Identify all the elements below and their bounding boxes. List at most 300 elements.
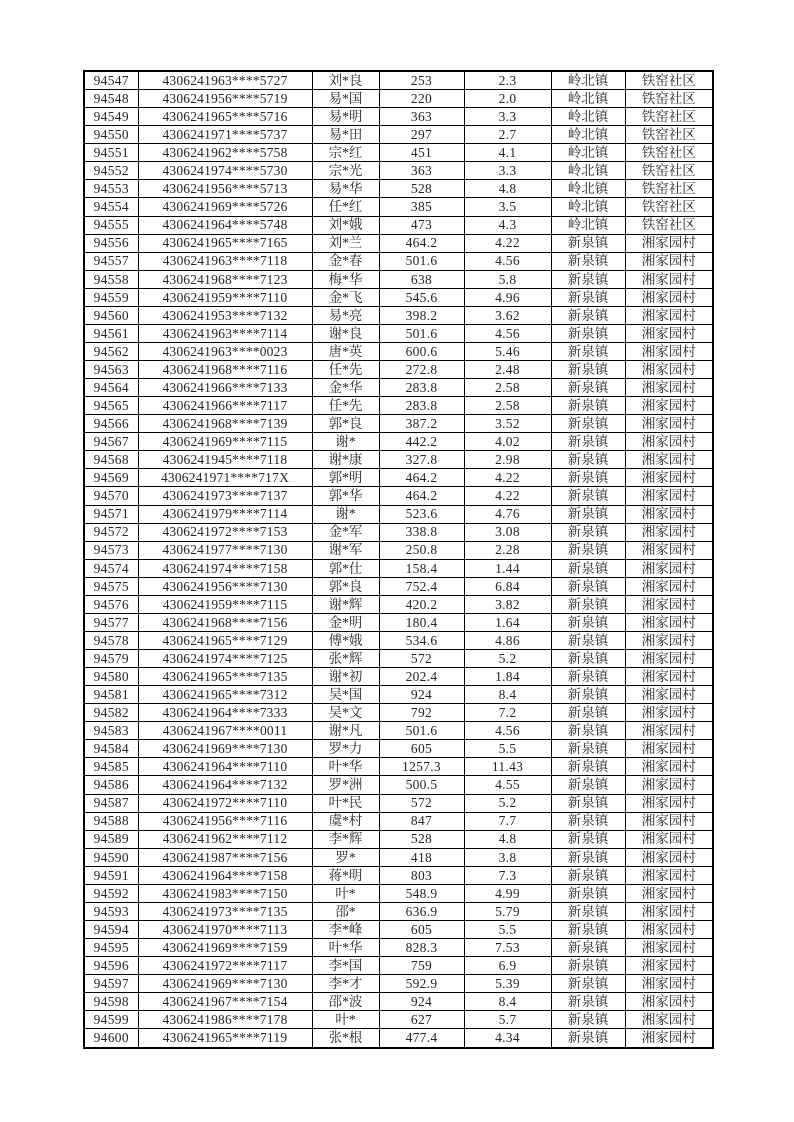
- cell-amount: 253: [379, 71, 464, 90]
- table-row: [84, 523, 713, 541]
- cell-amount: 477.4: [379, 1029, 464, 1048]
- cell-village: 湘家园村: [625, 631, 713, 649]
- cell-serial-number: 94565: [84, 397, 138, 415]
- cell-amount: 363: [379, 162, 464, 180]
- table-row: [84, 108, 713, 126]
- table-row: [84, 71, 713, 90]
- cell-amount: 385: [379, 198, 464, 216]
- cell-town: 新泉镇: [551, 505, 625, 523]
- cell-amount: 283.8: [379, 379, 464, 397]
- table-row: [84, 252, 713, 270]
- table-row: [84, 361, 713, 379]
- cell-rate: 5.7: [464, 1011, 551, 1029]
- cell-amount: 545.6: [379, 288, 464, 306]
- cell-masked-id-number: 4306241967****0011: [138, 722, 312, 740]
- cell-masked-name: 吴*国: [312, 686, 379, 704]
- cell-masked-name: 梅*华: [312, 270, 379, 288]
- cell-village: 湘家园村: [625, 902, 713, 920]
- cell-masked-id-number: 4306241968****7116: [138, 361, 312, 379]
- cell-amount: 202.4: [379, 668, 464, 686]
- cell-rate: 2.28: [464, 541, 551, 559]
- cell-village: 铁窑社区: [625, 71, 713, 90]
- cell-rate: 1.44: [464, 559, 551, 577]
- cell-serial-number: 94588: [84, 812, 138, 830]
- cell-rate: 7.53: [464, 939, 551, 957]
- cell-masked-id-number: 4306241956****5719: [138, 90, 312, 108]
- cell-rate: 4.56: [464, 722, 551, 740]
- cell-masked-id-number: 4306241970****7113: [138, 920, 312, 938]
- cell-serial-number: 94590: [84, 848, 138, 866]
- cell-masked-id-number: 4306241962****7112: [138, 830, 312, 848]
- cell-town: 新泉镇: [551, 686, 625, 704]
- cell-masked-name: 易*亮: [312, 306, 379, 324]
- cell-rate: 4.55: [464, 776, 551, 794]
- cell-masked-id-number: 4306241972****7153: [138, 523, 312, 541]
- table-row: [84, 469, 713, 487]
- cell-rate: 7.2: [464, 704, 551, 722]
- table-row: [84, 975, 713, 993]
- cell-amount: 420.2: [379, 595, 464, 613]
- cell-rate: 11.43: [464, 758, 551, 776]
- cell-town: 新泉镇: [551, 433, 625, 451]
- cell-village: 湘家园村: [625, 577, 713, 595]
- table-row: [84, 595, 713, 613]
- cell-amount: 297: [379, 126, 464, 144]
- table-row: [84, 884, 713, 902]
- cell-town: 新泉镇: [551, 650, 625, 668]
- cell-serial-number: 94582: [84, 704, 138, 722]
- cell-amount: 501.6: [379, 252, 464, 270]
- cell-masked-name: 易*国: [312, 90, 379, 108]
- cell-rate: 5.2: [464, 794, 551, 812]
- cell-masked-name: 谢*: [312, 505, 379, 523]
- table-row: [84, 324, 713, 342]
- cell-rate: 3.62: [464, 306, 551, 324]
- table-row: [84, 451, 713, 469]
- cell-masked-id-number: 4306241965****7165: [138, 234, 312, 252]
- cell-village: 湘家园村: [625, 650, 713, 668]
- cell-masked-id-number: 4306241945****7118: [138, 451, 312, 469]
- cell-amount: 627: [379, 1011, 464, 1029]
- cell-masked-id-number: 4306241972****7117: [138, 957, 312, 975]
- cell-rate: 4.8: [464, 830, 551, 848]
- cell-rate: 4.34: [464, 1029, 551, 1048]
- cell-serial-number: 94564: [84, 379, 138, 397]
- cell-rate: 2.58: [464, 397, 551, 415]
- table-row: [84, 180, 713, 198]
- cell-village: 湘家园村: [625, 234, 713, 252]
- cell-amount: 792: [379, 704, 464, 722]
- cell-serial-number: 94569: [84, 469, 138, 487]
- cell-masked-id-number: 4306241963****5727: [138, 71, 312, 90]
- cell-serial-number: 94580: [84, 668, 138, 686]
- cell-rate: 5.5: [464, 740, 551, 758]
- cell-rate: 5.79: [464, 902, 551, 920]
- cell-masked-name: 金*飞: [312, 288, 379, 306]
- cell-village: 湘家园村: [625, 812, 713, 830]
- table-row: [84, 920, 713, 938]
- cell-town: 新泉镇: [551, 740, 625, 758]
- cell-masked-name: 刘*良: [312, 71, 379, 90]
- cell-serial-number: 94592: [84, 884, 138, 902]
- cell-serial-number: 94591: [84, 866, 138, 884]
- cell-masked-name: 谢*军: [312, 541, 379, 559]
- cell-masked-name: 李*才: [312, 975, 379, 993]
- cell-village: 湘家园村: [625, 1029, 713, 1048]
- cell-town: 新泉镇: [551, 848, 625, 866]
- cell-village: 湘家园村: [625, 758, 713, 776]
- cell-amount: 387.2: [379, 415, 464, 433]
- cell-town: 岭北镇: [551, 162, 625, 180]
- cell-amount: 528: [379, 830, 464, 848]
- cell-masked-id-number: 4306241969****7159: [138, 939, 312, 957]
- cell-town: 岭北镇: [551, 180, 625, 198]
- cell-town: 新泉镇: [551, 704, 625, 722]
- cell-town: 新泉镇: [551, 920, 625, 938]
- cell-amount: 847: [379, 812, 464, 830]
- cell-village: 湘家园村: [625, 939, 713, 957]
- cell-serial-number: 94568: [84, 451, 138, 469]
- cell-village: 湘家园村: [625, 704, 713, 722]
- cell-village: 湘家园村: [625, 559, 713, 577]
- cell-town: 岭北镇: [551, 71, 625, 90]
- cell-village: 铁窑社区: [625, 162, 713, 180]
- cell-masked-name: 金*春: [312, 252, 379, 270]
- cell-serial-number: 94550: [84, 126, 138, 144]
- cell-masked-name: 谢*康: [312, 451, 379, 469]
- cell-masked-name: 郭*良: [312, 577, 379, 595]
- cell-rate: 2.58: [464, 379, 551, 397]
- cell-rate: 6.9: [464, 957, 551, 975]
- cell-serial-number: 94551: [84, 144, 138, 162]
- table-row: [84, 144, 713, 162]
- cell-masked-id-number: 4306241959****7110: [138, 288, 312, 306]
- cell-town: 岭北镇: [551, 198, 625, 216]
- cell-village: 湘家园村: [625, 776, 713, 794]
- cell-rate: 3.08: [464, 523, 551, 541]
- cell-serial-number: 94571: [84, 505, 138, 523]
- cell-masked-name: 金*华: [312, 379, 379, 397]
- cell-village: 湘家园村: [625, 613, 713, 631]
- cell-masked-name: 蒋*明: [312, 866, 379, 884]
- cell-masked-id-number: 4306241965****7312: [138, 686, 312, 704]
- cell-town: 新泉镇: [551, 541, 625, 559]
- cell-masked-name: 张*根: [312, 1029, 379, 1048]
- cell-town: 新泉镇: [551, 397, 625, 415]
- cell-rate: 4.96: [464, 288, 551, 306]
- cell-village: 湘家园村: [625, 252, 713, 270]
- cell-rate: 1.84: [464, 668, 551, 686]
- cell-masked-name: 邵*: [312, 902, 379, 920]
- cell-rate: 4.8: [464, 180, 551, 198]
- table-row: [84, 541, 713, 559]
- cell-serial-number: 94596: [84, 957, 138, 975]
- cell-town: 新泉镇: [551, 342, 625, 360]
- cell-village: 湘家园村: [625, 361, 713, 379]
- cell-masked-name: 谢*: [312, 433, 379, 451]
- cell-masked-id-number: 4306241979****7114: [138, 505, 312, 523]
- cell-town: 新泉镇: [551, 234, 625, 252]
- cell-amount: 473: [379, 216, 464, 234]
- cell-village: 铁窑社区: [625, 108, 713, 126]
- cell-masked-id-number: 4306241964****7110: [138, 758, 312, 776]
- cell-serial-number: 94560: [84, 306, 138, 324]
- cell-masked-name: 刘*娥: [312, 216, 379, 234]
- cell-masked-name: 谢*辉: [312, 595, 379, 613]
- cell-rate: 3.52: [464, 415, 551, 433]
- cell-masked-name: 罗*力: [312, 740, 379, 758]
- table-row: [84, 487, 713, 505]
- cell-serial-number: 94583: [84, 722, 138, 740]
- cell-village: 湘家园村: [625, 469, 713, 487]
- cell-rate: 4.3: [464, 216, 551, 234]
- table-row: [84, 812, 713, 830]
- cell-serial-number: 94575: [84, 577, 138, 595]
- cell-masked-name: 谢*凡: [312, 722, 379, 740]
- cell-serial-number: 94554: [84, 198, 138, 216]
- cell-rate: 4.22: [464, 469, 551, 487]
- cell-rate: 2.98: [464, 451, 551, 469]
- cell-masked-id-number: 4306241965****7129: [138, 631, 312, 649]
- cell-village: 湘家园村: [625, 451, 713, 469]
- cell-village: 铁窑社区: [625, 180, 713, 198]
- cell-town: 新泉镇: [551, 1011, 625, 1029]
- table-row: [84, 288, 713, 306]
- cell-amount: 636.9: [379, 902, 464, 920]
- cell-serial-number: 94586: [84, 776, 138, 794]
- cell-masked-name: 金*军: [312, 523, 379, 541]
- cell-masked-id-number: 4306241956****7116: [138, 812, 312, 830]
- cell-town: 新泉镇: [551, 595, 625, 613]
- cell-rate: 3.5: [464, 198, 551, 216]
- cell-town: 新泉镇: [551, 884, 625, 902]
- cell-masked-name: 郭*良: [312, 415, 379, 433]
- table-row: [84, 957, 713, 975]
- cell-village: 湘家园村: [625, 920, 713, 938]
- table-row: [84, 939, 713, 957]
- cell-village: 铁窑社区: [625, 144, 713, 162]
- cell-village: 湘家园村: [625, 794, 713, 812]
- table-row: [84, 758, 713, 776]
- cell-rate: 4.99: [464, 884, 551, 902]
- cell-masked-id-number: 4306241963****7114: [138, 324, 312, 342]
- cell-amount: 501.6: [379, 324, 464, 342]
- cell-amount: 605: [379, 740, 464, 758]
- cell-town: 新泉镇: [551, 577, 625, 595]
- cell-masked-id-number: 4306241966****7117: [138, 397, 312, 415]
- cell-amount: 523.6: [379, 505, 464, 523]
- cell-village: 湘家园村: [625, 487, 713, 505]
- table-row: [84, 668, 713, 686]
- cell-village: 湘家园村: [625, 595, 713, 613]
- cell-serial-number: 94581: [84, 686, 138, 704]
- cell-masked-id-number: 4306241962****5758: [138, 144, 312, 162]
- cell-town: 新泉镇: [551, 939, 625, 957]
- cell-amount: 442.2: [379, 433, 464, 451]
- cell-serial-number: 94597: [84, 975, 138, 993]
- table-row: [84, 830, 713, 848]
- cell-town: 新泉镇: [551, 668, 625, 686]
- table-row: [84, 650, 713, 668]
- table-row: [84, 631, 713, 649]
- cell-town: 新泉镇: [551, 361, 625, 379]
- cell-amount: 464.2: [379, 469, 464, 487]
- cell-town: 新泉镇: [551, 451, 625, 469]
- cell-serial-number: 94555: [84, 216, 138, 234]
- cell-village: 湘家园村: [625, 740, 713, 758]
- cell-village: 湘家园村: [625, 866, 713, 884]
- cell-amount: 600.6: [379, 342, 464, 360]
- cell-amount: 220: [379, 90, 464, 108]
- cell-masked-id-number: 4306241956****7130: [138, 577, 312, 595]
- table-row: [84, 740, 713, 758]
- cell-town: 新泉镇: [551, 415, 625, 433]
- cell-serial-number: 94561: [84, 324, 138, 342]
- cell-masked-name: 宗*光: [312, 162, 379, 180]
- cell-serial-number: 94584: [84, 740, 138, 758]
- cell-town: 新泉镇: [551, 487, 625, 505]
- cell-masked-id-number: 4306241969****5726: [138, 198, 312, 216]
- cell-village: 湘家园村: [625, 884, 713, 902]
- cell-town: 新泉镇: [551, 379, 625, 397]
- cell-masked-id-number: 4306241953****7132: [138, 306, 312, 324]
- cell-masked-id-number: 4306241971****5737: [138, 126, 312, 144]
- cell-masked-id-number: 4306241966****7133: [138, 379, 312, 397]
- cell-town: 新泉镇: [551, 631, 625, 649]
- cell-amount: 398.2: [379, 306, 464, 324]
- cell-serial-number: 94594: [84, 920, 138, 938]
- cell-masked-name: 李*辉: [312, 830, 379, 848]
- cell-village: 湘家园村: [625, 415, 713, 433]
- cell-serial-number: 94547: [84, 71, 138, 90]
- cell-village: 湘家园村: [625, 505, 713, 523]
- cell-amount: 158.4: [379, 559, 464, 577]
- cell-serial-number: 94600: [84, 1029, 138, 1048]
- cell-masked-id-number: 4306241963****7118: [138, 252, 312, 270]
- cell-masked-name: 宗*红: [312, 144, 379, 162]
- cell-town: 新泉镇: [551, 975, 625, 993]
- cell-serial-number: 94587: [84, 794, 138, 812]
- cell-serial-number: 94574: [84, 559, 138, 577]
- cell-town: 新泉镇: [551, 559, 625, 577]
- table-row: [84, 216, 713, 234]
- cell-masked-id-number: 4306241959****7115: [138, 595, 312, 613]
- cell-masked-id-number: 4306241974****5730: [138, 162, 312, 180]
- cell-masked-name: 郭*仕: [312, 559, 379, 577]
- beneficiary-table: [83, 70, 714, 1049]
- cell-serial-number: 94553: [84, 180, 138, 198]
- cell-masked-name: 吴*文: [312, 704, 379, 722]
- cell-rate: 2.48: [464, 361, 551, 379]
- cell-amount: 605: [379, 920, 464, 938]
- table-row: [84, 397, 713, 415]
- cell-amount: 418: [379, 848, 464, 866]
- cell-serial-number: 94598: [84, 993, 138, 1011]
- cell-village: 湘家园村: [625, 1011, 713, 1029]
- cell-village: 湘家园村: [625, 541, 713, 559]
- cell-masked-id-number: 4306241974****7158: [138, 559, 312, 577]
- cell-town: 新泉镇: [551, 1029, 625, 1048]
- cell-masked-name: 张*辉: [312, 650, 379, 668]
- cell-rate: 5.2: [464, 650, 551, 668]
- cell-masked-id-number: 4306241977****7130: [138, 541, 312, 559]
- cell-rate: 4.22: [464, 487, 551, 505]
- cell-masked-name: 叶*民: [312, 794, 379, 812]
- cell-amount: 500.5: [379, 776, 464, 794]
- cell-masked-id-number: 4306241964****7132: [138, 776, 312, 794]
- cell-rate: 3.82: [464, 595, 551, 613]
- cell-village: 铁窑社区: [625, 126, 713, 144]
- cell-masked-id-number: 4306241983****7150: [138, 884, 312, 902]
- cell-masked-id-number: 4306241987****7156: [138, 848, 312, 866]
- table-row: [84, 559, 713, 577]
- cell-masked-id-number: 4306241964****7333: [138, 704, 312, 722]
- cell-amount: 572: [379, 794, 464, 812]
- cell-town: 新泉镇: [551, 866, 625, 884]
- cell-amount: 464.2: [379, 234, 464, 252]
- table-row: [84, 686, 713, 704]
- cell-amount: 363: [379, 108, 464, 126]
- cell-village: 湘家园村: [625, 975, 713, 993]
- cell-town: 新泉镇: [551, 270, 625, 288]
- cell-serial-number: 94549: [84, 108, 138, 126]
- cell-masked-name: 任*红: [312, 198, 379, 216]
- cell-masked-name: 易*明: [312, 108, 379, 126]
- cell-rate: 5.46: [464, 342, 551, 360]
- cell-serial-number: 94578: [84, 631, 138, 649]
- cell-amount: 924: [379, 993, 464, 1011]
- cell-masked-name: 易*华: [312, 180, 379, 198]
- cell-town: 岭北镇: [551, 90, 625, 108]
- table-row: [84, 234, 713, 252]
- table-row: [84, 993, 713, 1011]
- cell-rate: 2.7: [464, 126, 551, 144]
- table-row: [84, 848, 713, 866]
- cell-village: 湘家园村: [625, 686, 713, 704]
- cell-masked-id-number: 4306241972****7110: [138, 794, 312, 812]
- cell-amount: 924: [379, 686, 464, 704]
- cell-amount: 828.3: [379, 939, 464, 957]
- cell-amount: 752.4: [379, 577, 464, 595]
- document-page: [83, 70, 714, 1049]
- cell-masked-id-number: 4306241968****7123: [138, 270, 312, 288]
- cell-village: 湘家园村: [625, 668, 713, 686]
- cell-town: 新泉镇: [551, 288, 625, 306]
- cell-amount: 572: [379, 650, 464, 668]
- cell-masked-id-number: 4306241965****7119: [138, 1029, 312, 1048]
- cell-masked-name: 李*峰: [312, 920, 379, 938]
- cell-village: 湘家园村: [625, 957, 713, 975]
- table-row: [84, 505, 713, 523]
- cell-town: 新泉镇: [551, 613, 625, 631]
- cell-masked-name: 金*明: [312, 613, 379, 631]
- cell-amount: 592.9: [379, 975, 464, 993]
- cell-masked-id-number: 4306241967****7154: [138, 993, 312, 1011]
- table-row: [84, 379, 713, 397]
- table-row: [84, 342, 713, 360]
- cell-rate: 2.0: [464, 90, 551, 108]
- cell-serial-number: 94570: [84, 487, 138, 505]
- table-row: [84, 1029, 713, 1048]
- cell-masked-name: 刘*兰: [312, 234, 379, 252]
- cell-village: 湘家园村: [625, 306, 713, 324]
- cell-masked-name: 叶*: [312, 884, 379, 902]
- cell-rate: 2.3: [464, 71, 551, 90]
- cell-serial-number: 94557: [84, 252, 138, 270]
- cell-rate: 4.76: [464, 505, 551, 523]
- cell-village: 铁窑社区: [625, 198, 713, 216]
- cell-serial-number: 94577: [84, 613, 138, 631]
